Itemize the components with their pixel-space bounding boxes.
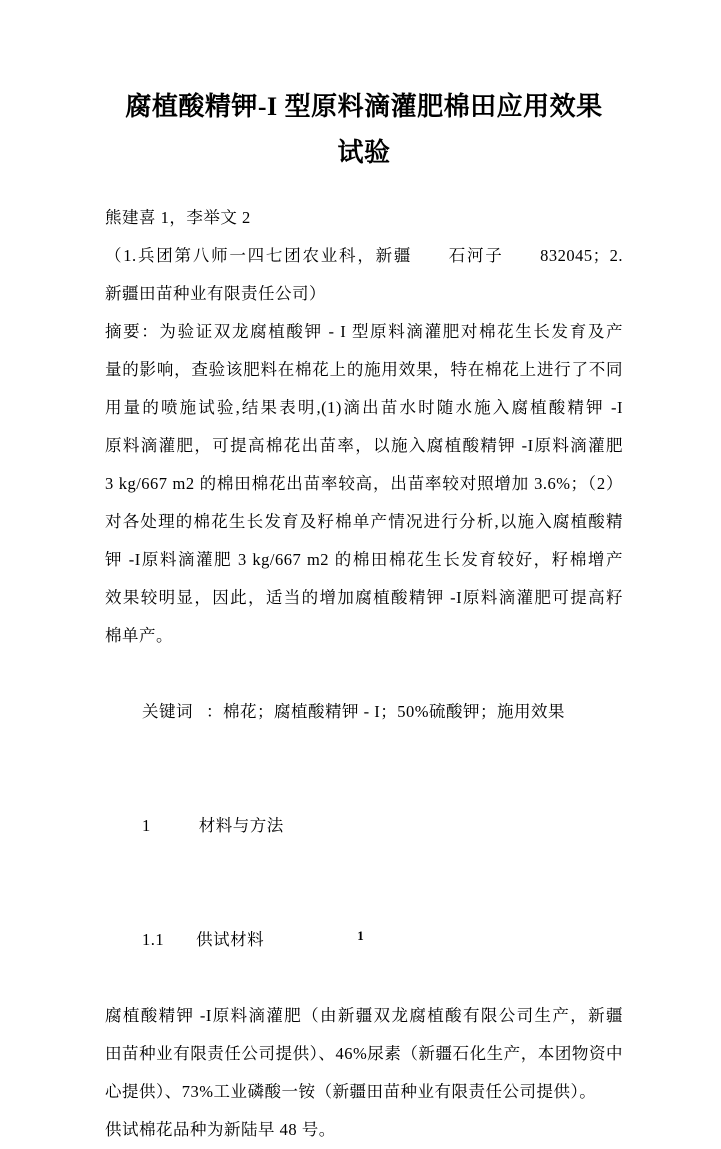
section-title: 供试材料 bbox=[196, 930, 265, 949]
section-title: 材料与方法 bbox=[198, 816, 284, 835]
abstract-line: 棉单产。 bbox=[105, 626, 173, 645]
affiliation-line-2: 新疆田苗种业有限责任公司） bbox=[105, 284, 326, 303]
keywords-line bbox=[105, 655, 623, 769]
abstract-line: 量的影响，查验该肥料在棉花上的施用效果，特在棉花上进行了不同 bbox=[105, 360, 623, 379]
variety-line: 供试棉花品种为新陆早 48 号。 bbox=[105, 1120, 336, 1139]
abstract-line: 对各处理的棉花生长发育及籽棉单产情况进行分析,以施入腐植酸精 bbox=[105, 512, 623, 531]
abstract-line: 效果较明显，因此，适当的增加腐植酸精钾 -I原料滴灌肥可提高籽 bbox=[105, 588, 623, 607]
page-number: 1 bbox=[357, 928, 364, 943]
section-number: 1 bbox=[142, 816, 151, 835]
document-title bbox=[105, 84, 623, 176]
materials-line: 心提供）、73%工业磷酸一铵（新疆田苗种业有限责任公司提供）。 bbox=[105, 1082, 597, 1101]
materials-line: 田苗种业有限责任公司提供）、46%尿素（新疆石化生产，本团物资中 bbox=[105, 1044, 623, 1063]
abstract-line: 3 kg/667 m2 的棉田棉花出苗率较高，出苗率较对照增加 3.6%；（2） bbox=[105, 474, 623, 493]
abstract-line: 钾 -I原料滴灌肥 3 kg/667 m2 的棉田棉花生长发育较好，籽棉增产 bbox=[105, 550, 623, 569]
abstract-line: 摘要：为验证双龙腐植酸钾 - I 型原料滴灌肥对棉花生长发育及产 bbox=[105, 322, 623, 341]
authors-line: 熊建喜 1，李举文 2 bbox=[105, 208, 251, 227]
title-line-2: 试验 bbox=[337, 138, 391, 167]
keywords-text: ：棉花；腐植酸精钾 - I；50%硫酸钾；施用效果 bbox=[206, 702, 565, 721]
materials-line: 腐植酸精钾 -I原料滴灌肥（由新疆双龙腐植酸有限公司生产，新疆 bbox=[105, 1006, 623, 1025]
abstract-line: 原料滴灌肥，可提高棉花出苗率，以施入腐植酸精钾 -I原料滴灌肥 bbox=[105, 436, 623, 455]
page-content bbox=[105, 84, 623, 1149]
abstract-line: 用量的喷施试验,结果表明,(1)滴出苗水时随水施入腐植酸精钾 -I bbox=[105, 398, 623, 417]
title-line-1: 腐植酸精钾-I 型原料滴灌肥棉田应用效果 bbox=[125, 92, 603, 121]
affiliation-line-1: （1.兵团第八师一四七团农业科，新疆 石河子 832045；2. bbox=[105, 246, 623, 265]
body-text bbox=[105, 199, 623, 1149]
keywords-label: 关键词 bbox=[142, 702, 193, 721]
section-heading-1 bbox=[105, 769, 623, 883]
section-number: 1.1 bbox=[142, 930, 165, 949]
